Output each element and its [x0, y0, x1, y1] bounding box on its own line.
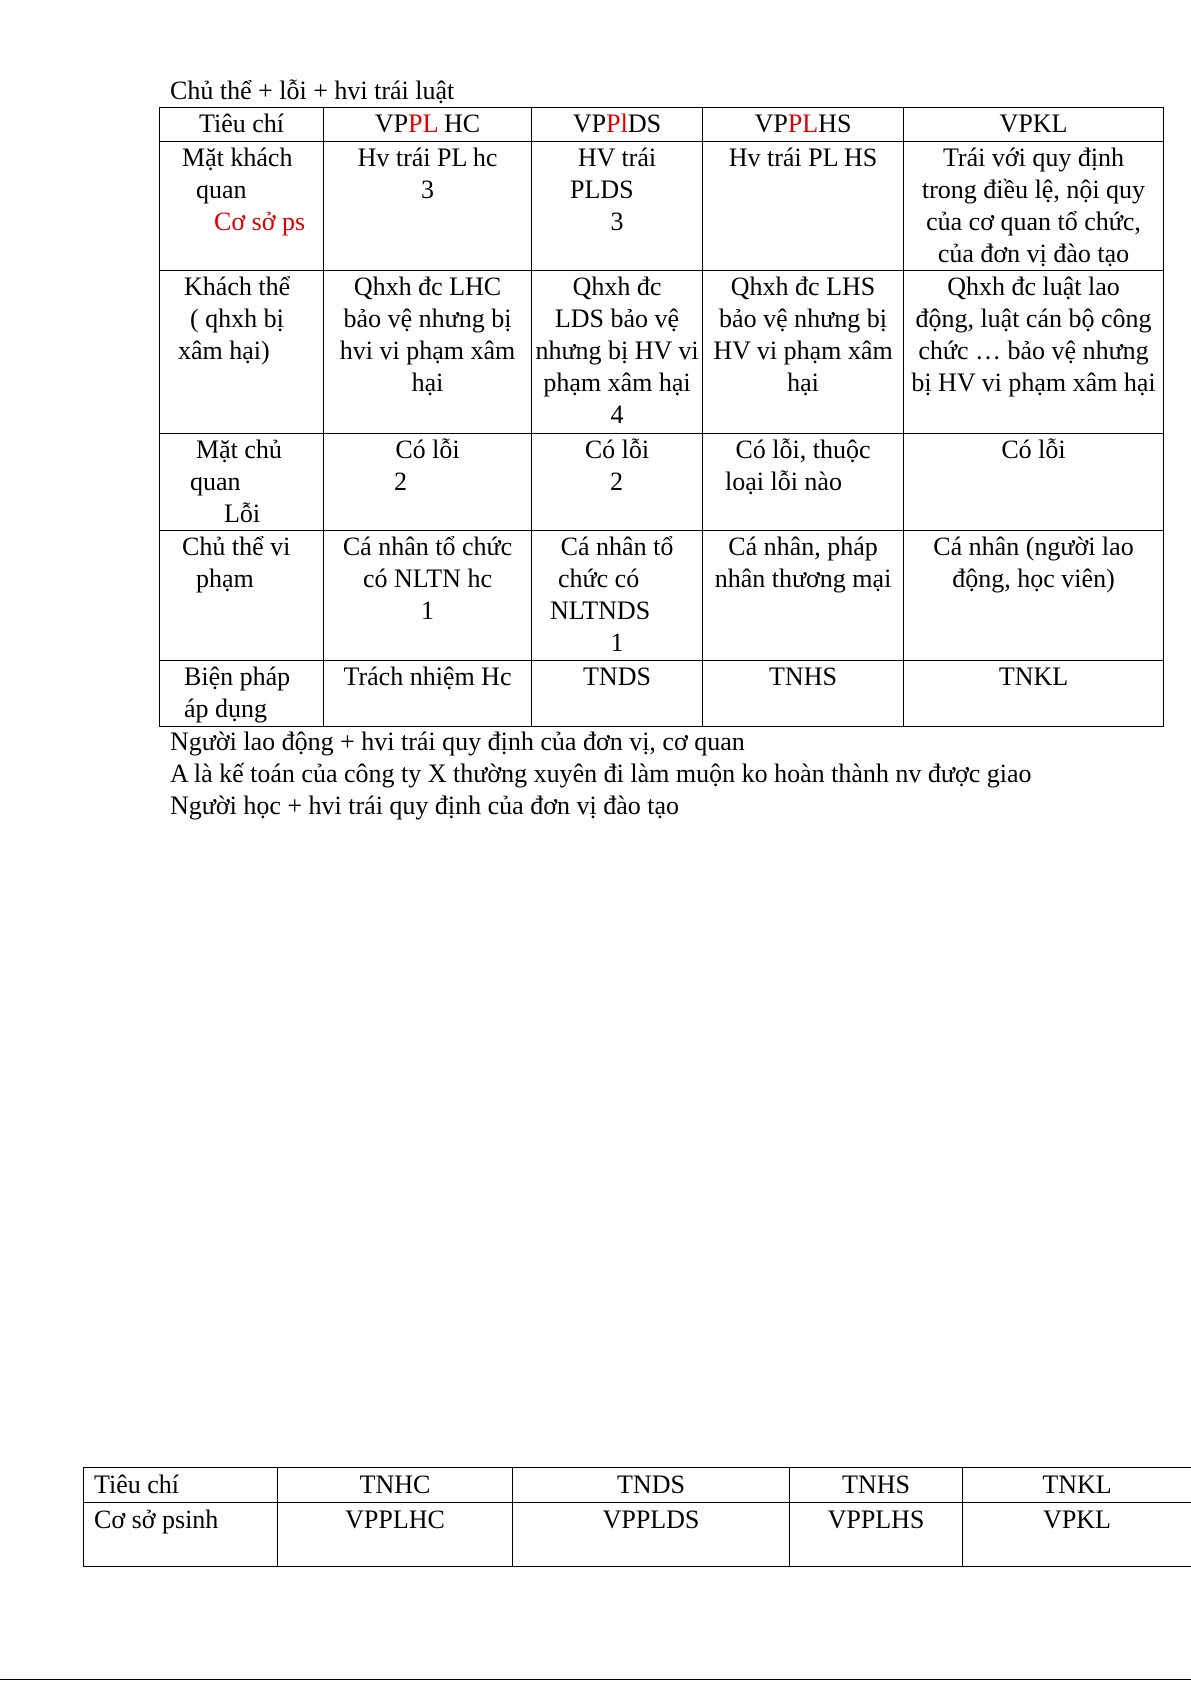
- table-header-row: [160, 108, 1164, 142]
- cell-measure-hs: TNHS: [703, 661, 904, 727]
- table-row: [160, 271, 1164, 434]
- cell-measure-ds: TNDS: [532, 661, 703, 727]
- cell-subject-hs: Cá nhân, pháp nhân thương mại: [703, 531, 904, 661]
- cell-subjective-vpkl: Có lỗi: [904, 434, 1164, 531]
- cell-objective-vpkl: Trái với quy định trong điều lệ, nội quy của cơ quan tổ chức, của đơn vị đào tạo: [904, 142, 1164, 271]
- cell-measure-hc: Trách nhiệm Hc: [324, 661, 532, 727]
- page-heading: Chủ thể + lỗi + hvi trái luật: [170, 76, 455, 105]
- row-criterion-objective: Mặt khách quan Cơ sở ps: [160, 142, 324, 271]
- cell-measure-vpkl: TNKL: [904, 661, 1164, 727]
- t2-header-tnhc: TNHC: [278, 1468, 513, 1503]
- header-vppl-ds: VPPlDS: [532, 108, 703, 142]
- header-vppl-hs: VPPLHS: [703, 108, 904, 142]
- t2-header-tnds: TNDS: [513, 1468, 790, 1503]
- table-row: [160, 142, 1164, 271]
- paragraph-line-3: Người học + hvi trái quy định của đơn vị đào tạo: [170, 791, 679, 820]
- table-row: [160, 661, 1164, 727]
- cell-object-hs: Qhxh đc LHS bảo vệ nhưng bị HV vi phạm xâm hại: [703, 271, 904, 434]
- comparison-table: [159, 107, 1164, 727]
- cell-object-hc: Qhxh đc LHC bảo vệ nhưng bị hvi vi phạm xâm hại: [324, 271, 532, 434]
- row-criterion-object: Khách thể ( qhxh bị xâm hại): [160, 271, 324, 434]
- cell-object-vpkl: Qhxh đc luật lao động, luật cán bộ công chức … bảo vệ nhưng bị HV vi phạm xâm hại: [904, 271, 1164, 434]
- table-row: [160, 434, 1164, 531]
- page-footer-rule: [0, 1679, 1191, 1680]
- table-header-row: [84, 1468, 1191, 1503]
- row-criterion-subject: Chủ thể vi phạm: [160, 531, 324, 661]
- cell-subject-hc: Cá nhân tổ chức có NLTN hc 1: [324, 531, 532, 661]
- paragraph-line-1: Người lao động + hvi trái quy định của đơn vị, cơ quan: [170, 727, 745, 756]
- liability-table: [83, 1467, 1191, 1567]
- cell-subject-vpkl: Cá nhân (người lao động, học viên): [904, 531, 1164, 661]
- cell-subjective-ds: Có lỗi 2: [532, 434, 703, 531]
- header-vppl-hc: VPPL HC: [324, 108, 532, 142]
- row-criterion-measure: Biện pháp áp dụng: [160, 661, 324, 727]
- cell-objective-hs: Hv trái PL HS: [703, 142, 904, 271]
- t2-cell-vpplhs: VPPLHS: [790, 1503, 963, 1567]
- cell-subject-ds: Cá nhân tổ chức có NLTNDS 1: [532, 531, 703, 661]
- header-vpkl: VPKL: [904, 108, 1164, 142]
- cell-objective-ds: HV trái PLDS 3: [532, 142, 703, 271]
- table-row: [84, 1503, 1191, 1567]
- paragraph-line-2: A là kế toán của công ty X thường xuyên đi làm muộn ko hoàn thành nv được giao: [170, 759, 1032, 788]
- t2-header-tnhs: TNHS: [790, 1468, 963, 1503]
- cell-subjective-hc: Có lỗi 2: [324, 434, 532, 531]
- t2-header-criteria: Tiêu chí: [84, 1468, 278, 1503]
- header-criteria: Tiêu chí: [160, 108, 324, 142]
- t2-cell-vpplhc: VPPLHC: [278, 1503, 513, 1567]
- row-criterion-subjective: Mặt chủ quan Lỗi: [160, 434, 324, 531]
- t2-cell-vpplds: VPPLDS: [513, 1503, 790, 1567]
- t2-row-basis: Cơ sở psinh: [84, 1503, 278, 1567]
- cell-object-ds: Qhxh đc LDS bảo vệ nhưng bị HV vi phạm xâm hại 4: [532, 271, 703, 434]
- t2-cell-vpkl: VPKL: [963, 1503, 1191, 1567]
- cell-subjective-hs: Có lỗi, thuộc loại lỗi nào: [703, 434, 904, 531]
- cell-objective-hc: Hv trái PL hc 3: [324, 142, 532, 271]
- t2-header-tnkl: TNKL: [963, 1468, 1191, 1503]
- table-row: [160, 531, 1164, 661]
